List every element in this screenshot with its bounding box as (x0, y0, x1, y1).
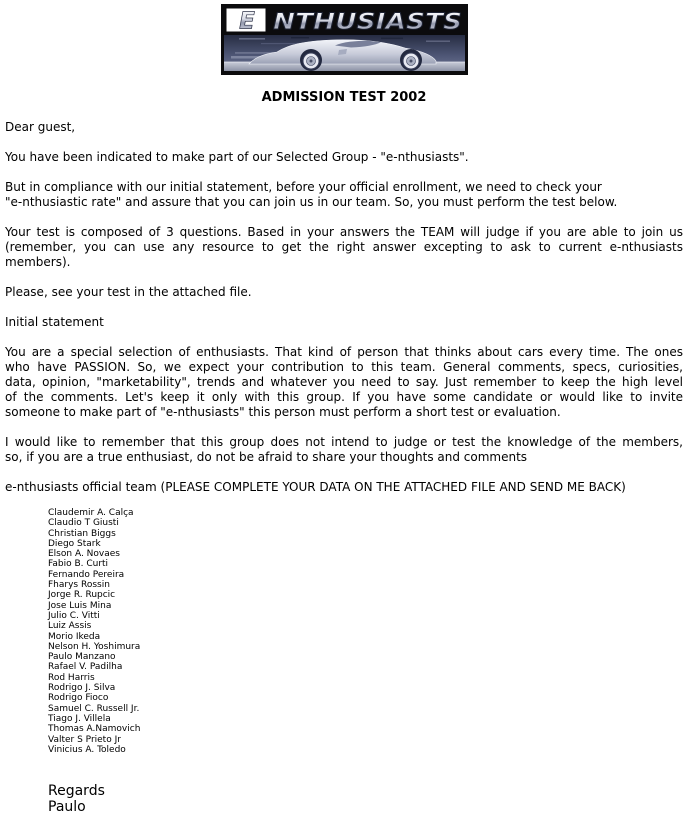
brand-text: NTHUSIASTS (272, 10, 462, 35)
paragraph (5, 480, 683, 495)
member-name: Paulo Manzano (48, 652, 116, 663)
member-name: Rafael V. Padilha (48, 662, 123, 673)
body-paragraphs (5, 120, 683, 495)
paragraph-line: I would like to remember that this group does not intend to judge or test the knowledge of the members, (5, 435, 683, 449)
member-name: Rodrigo Fioco (48, 693, 109, 704)
member-name: Thomas A.Namovich (48, 724, 141, 735)
banner-image (221, 4, 468, 75)
member-name: Valter S Prieto Jr (48, 734, 121, 745)
member-name: Rodrigo J. Silva (48, 683, 116, 694)
paragraph (5, 345, 683, 420)
paragraph (5, 180, 683, 210)
paragraph-line: You have been indicated to make part of our Selected Group - "e-nthusiasts". (5, 150, 469, 164)
member-name: Elson A. Novaes (48, 549, 120, 560)
paragraph (5, 315, 683, 330)
paragraph-line: "e-nthusiastic rate" and assure that you can join us in our team. So, you must perform the test below. (5, 195, 618, 209)
member-name: Claudemir A. Calça (48, 508, 134, 518)
member-name: Jorge R. Rupcic (48, 590, 116, 601)
member-name: Morio Ikeda (48, 631, 101, 642)
paragraph-line: Dear guest, (5, 120, 76, 134)
e-logo: E (238, 8, 255, 35)
paragraph-line: data, opinion, "marketability", trends and whatever you need to say. Just remember to keep the high level (5, 375, 683, 389)
paragraph-line: You are a special selection of enthusiasts. That kind of person that thinks about cars every time. The ones (5, 345, 683, 359)
signature-closing: Regards (48, 783, 105, 800)
paragraph-line: e-nthusiasts official team (PLEASE COMPLETE YOUR DATA ON THE ATTACHED FILE AND SEND ME BACK) (5, 480, 626, 494)
paragraph-line: Please, see your test in the attached file. (5, 285, 252, 299)
member-name: Fabio B. Curti (48, 559, 109, 570)
member-name: Claudio T Giusti (48, 518, 119, 529)
paragraph-line: Initial statement (5, 315, 104, 329)
member-name: Julio C. Vitti (48, 610, 100, 621)
paragraph-line: Your test is composed of 3 questions. Based in your answers the TEAM will judge if you are able to join us (5, 225, 683, 239)
paragraph-line: members). (5, 255, 71, 269)
member-name: Nelson H. Yoshimura (48, 641, 141, 652)
page-title: ADMISSION TEST 2002 (261, 90, 427, 105)
member-name: Vinicius A. Toledo (48, 744, 126, 755)
member-name: Jose Luis Mina (48, 600, 112, 611)
paragraph (5, 285, 683, 300)
car-photo (224, 35, 465, 71)
member-name: Fernando Pereira (48, 569, 125, 580)
paragraph-line: who have PASSION. So, we expect your contribution to this team. General comments, specs, curiosities, (5, 360, 683, 374)
paragraph (5, 120, 683, 135)
member-name: Luiz Assis (48, 621, 92, 632)
paragraph-line: (remember, you can use any resource to get the right answer excepting to ask to current e-nthusiasts (5, 240, 683, 254)
banner (221, 4, 468, 75)
paragraph (5, 435, 683, 465)
paragraph (5, 150, 683, 165)
member-name: Fharys Rossin (48, 580, 110, 591)
paragraph-line: so, if you are a true enthusiast, do not be afraid to share your thoughts and comments (5, 450, 528, 464)
member-name: Diego Stark (48, 538, 101, 549)
signature-name: Paulo (48, 799, 86, 816)
member-name: Christian Biggs (48, 528, 116, 539)
member-name: Tiago J. Villela (48, 713, 111, 724)
paragraph-line: of the comments. Let's keep it only with this group. If you have some candidate or would like to invite (5, 390, 683, 404)
signature (5, 783, 683, 815)
paragraph-line: But in compliance with our initial statement, before your official enrollment, we need to check your (5, 180, 602, 194)
member-name: Rod Harris (48, 672, 95, 683)
team-member-list (5, 508, 683, 755)
paragraph (5, 225, 683, 270)
paragraph-line: someone to make part of "e-nthusiasts" this person must perform a short test or evaluation. (5, 405, 561, 419)
member-name: Samuel C. Russell Jr. (48, 703, 140, 714)
